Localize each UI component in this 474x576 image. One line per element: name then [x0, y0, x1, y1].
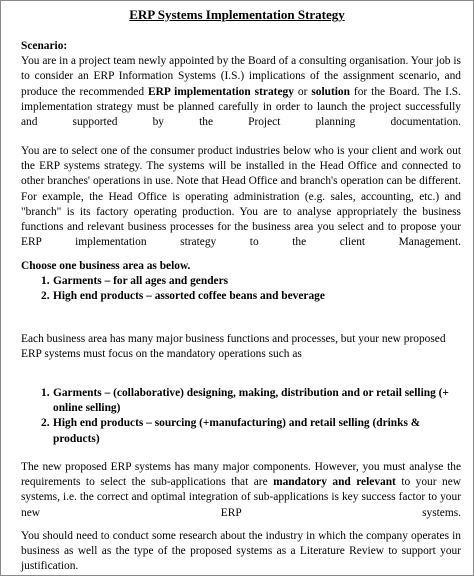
list-item-number: 2.	[41, 417, 50, 430]
list-item-number: 1.	[41, 275, 50, 288]
list-item-number: 1.	[41, 387, 50, 399]
scenario-label: Scenario:	[21, 40, 68, 52]
choose-heading: Choose one business area as below.	[21, 260, 191, 272]
components-paragraph	[21, 460, 461, 536]
scenario-paragraph	[21, 54, 461, 145]
scenario-bold-solution: solution	[311, 85, 350, 98]
scenario-text-3: for the Board. The I.S. implementation strategy must be planned carefully in order to launch the project successfully and supported by the Project planning documentation.	[21, 85, 461, 129]
list-item-text: High end products – assorted coffee beans and beverage	[53, 290, 325, 303]
scenario-text-2: or	[293, 85, 312, 98]
scenario-text-1: You are in a project team newly appointed by the Board of a consulting organisation. Your job is to consider an ERP Information Systems (I.S.) implications of the assignment scenario, and produce the recommended	[21, 55, 461, 98]
mandatory-intro-paragraph: Each business area has many major business functions and processes, but your new proposed ERP systems must focus on the mandatory operations such as	[21, 333, 446, 361]
list-item-text: Garments – for all ages and genders	[53, 275, 229, 288]
list-item-text: High end products – sourcing (+manufacturing) and retail selling (drinks & products)	[53, 417, 421, 445]
list-item	[21, 416, 461, 446]
list-item	[21, 274, 461, 289]
components-text-1: The new proposed ERP systems has many major components. However, you must analyse the requirements to select the sub-applications that are	[21, 461, 461, 489]
business-area-list	[21, 274, 461, 304]
components-text-2: to your new systems, i.e. the correct and optimal integration of sub-applications is key success factor to your new ERP systems.	[21, 476, 461, 519]
list-item	[21, 289, 461, 304]
list-item-text: Garments – (collaborative) designing, making, distribution and or retail selling (+ online selling)	[53, 387, 449, 415]
components-bold: mandatory and relevant	[273, 476, 396, 489]
list-item-number: 2.	[41, 290, 50, 303]
document-title: ERP Systems Implementation Strategy	[129, 7, 345, 22]
list-item	[21, 386, 461, 416]
business-area-section	[21, 259, 461, 305]
client-selection-paragraph: You are to select one of the consumer product industries below who is your client and work out the ERP systems strategy. The systems will be installed in the Head Office and connected to other branches' operations in use. Note that Head Office and branch's operation can be different. For example, the Head Office is operating administration (e.g. sales, accounting, etc.) and "branch" is its factory operating production. You are to analyse appropriately the business functions and relevant business processes for the business area you select and to propose your ERP implementation strategy to the client Management.	[21, 145, 461, 249]
research-paragraph: You should need to conduct some research about the industry in which the company operates in business as well as the type of the proposed systems as a Literature Review to support your justification.	[21, 530, 461, 573]
mandatory-operations-list	[21, 386, 461, 447]
scenario-bold-strategy: ERP implementation strategy	[148, 85, 294, 98]
scenario-section	[21, 39, 461, 145]
